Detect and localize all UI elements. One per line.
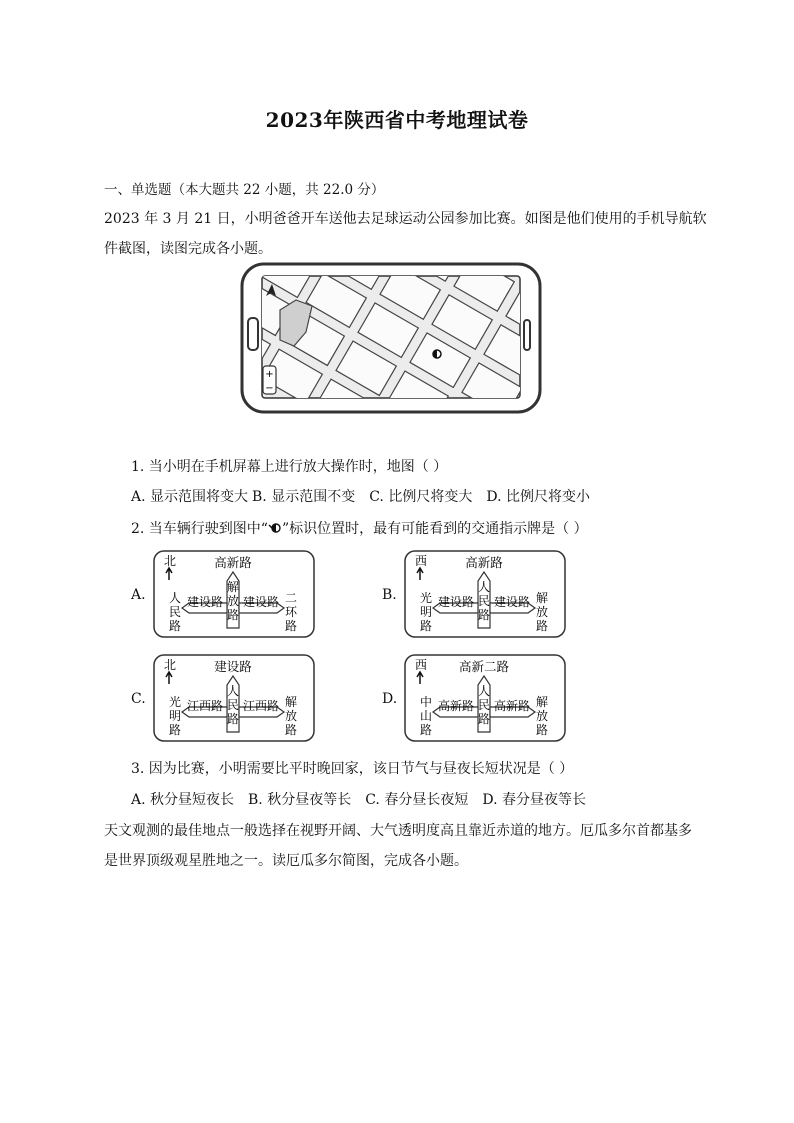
sign-a-direction: 北: [164, 554, 177, 568]
q3-option-c[interactable]: C. 春分昼长夜短: [365, 792, 469, 808]
sign-a-top-road: 高新路: [214, 555, 252, 570]
phone-side-button-left: [248, 318, 258, 350]
car-location-icon: [433, 350, 441, 358]
sign-c-far-right-char-2: 放: [284, 709, 298, 723]
sign-b-far-left-char-3: 路: [419, 619, 433, 633]
question-2-stem: [131, 518, 588, 538]
question-3-options: [131, 789, 600, 809]
sign-c-direction: 北: [164, 658, 177, 672]
q3-option-d[interactable]: D. 春分昼夜等长: [482, 792, 586, 808]
sign-b-direction: 西: [415, 554, 428, 568]
sign-d-far-right-char-2: 放: [535, 709, 549, 723]
sign-a-far-right-char-2: 环: [284, 605, 298, 619]
sign-c-far-left-char-3: 路: [168, 723, 182, 737]
sign-d-letter[interactable]: D.: [382, 691, 398, 707]
car-marker-icon: [268, 522, 282, 534]
sign-d-left-road: 高新路: [437, 699, 475, 713]
sign-b-letter[interactable]: B.: [382, 587, 397, 603]
sign-d-right-road: 高新路: [493, 699, 531, 713]
phone-map-figure: [240, 262, 542, 414]
sign-b-far-left-char-2: 明: [419, 605, 433, 619]
sign-c-top-road: 建设路: [214, 659, 252, 674]
sign-d-far-left-char-1: 中: [419, 695, 433, 709]
passage-1-line-1: 2023 年 3 月 21 日，小明爸爸开车送他去足球运动公园参加比赛。如图是他们使用的手机导航软: [104, 211, 707, 227]
sign-c-far-right-char-3: 路: [284, 723, 298, 737]
sign-a-letter[interactable]: A.: [131, 587, 146, 603]
sign-a-far-left-char-2: 民: [168, 605, 182, 619]
q1-option-a[interactable]: A. 显示范围将变大: [131, 489, 249, 505]
sign-b-far-right-char-2: 放: [535, 605, 549, 619]
q2-stem-pre: 2. 当车辆行驶到图中“: [131, 521, 268, 537]
sign-c-left-road: 江西路: [186, 699, 224, 713]
sign-d-far-left-char-2: 山: [419, 709, 433, 723]
section-heading: 一、单选题（本大题共 22 小题，共 22.0 分）: [104, 182, 385, 198]
sign-d[interactable]: [404, 654, 566, 742]
sign-a-vertical-char-3: 路: [226, 608, 240, 622]
sign-c-letter[interactable]: C.: [131, 691, 146, 707]
sign-c[interactable]: [153, 654, 315, 742]
sign-c-vertical-char-2: 民: [226, 698, 240, 712]
sign-b-vertical-char-2: 民: [477, 594, 491, 608]
sign-b-far-right-char-3: 路: [535, 619, 549, 633]
sign-c-far-right-char-1: 解: [284, 695, 298, 709]
sign-b-right-road: 建设路: [493, 595, 531, 609]
q1-option-b[interactable]: B. 显示范围不变: [252, 489, 356, 505]
sign-a-left-road: 建设路: [186, 595, 224, 609]
page-title: 2023年陕西省中考地理试卷: [265, 108, 529, 132]
sign-a-vertical-char-2: 放: [226, 594, 240, 608]
sign-c-far-left-char-2: 明: [168, 709, 182, 723]
sign-d-vertical-char-1: 人: [477, 684, 491, 698]
sign-d-top-road: 高新二路: [458, 659, 510, 674]
phone-side-button-right: [524, 320, 530, 350]
sign-b-left-road: 建设路: [437, 595, 475, 609]
question-1-stem: 1. 当小明在手机屏幕上进行放大操作时，地图（ ）: [131, 459, 448, 475]
sign-c-far-left-char-1: 光: [168, 695, 182, 709]
sign-a-vertical-char-1: 解: [226, 580, 240, 594]
sign-b-top-road: 高新路: [465, 555, 503, 570]
sign-b-vertical-char-1: 人: [477, 580, 491, 594]
sign-d-far-right-char-1: 解: [535, 695, 549, 709]
q1-option-d[interactable]: D. 比例尺将变小: [486, 489, 590, 505]
sign-c-vertical-char-3: 路: [226, 712, 240, 726]
sign-a-far-left-char-1: 人: [168, 591, 182, 605]
question-1-options: [131, 486, 594, 506]
q1-option-c[interactable]: C. 比例尺将变大: [369, 489, 473, 505]
sign-d-far-right-char-3: 路: [535, 723, 549, 737]
q3-option-b[interactable]: B. 秋分昼夜等长: [248, 792, 352, 808]
sign-d-direction: 西: [415, 658, 428, 672]
passage-2-line-1: 天文观测的最佳地点一般选择在视野开阔、大气透明度高且靠近赤道的地方。厄瓜多尔首都基多: [104, 823, 692, 839]
sign-a-far-right-char-3: 路: [284, 619, 298, 633]
sign-a-far-left-char-3: 路: [168, 619, 182, 633]
sign-b-far-left-char-1: 光: [419, 591, 433, 605]
zoom-in-icon[interactable]: +: [265, 369, 274, 380]
sign-c-vertical-char-1: 人: [226, 684, 240, 698]
sign-a[interactable]: [153, 550, 315, 638]
sign-b-vertical-char-3: 路: [477, 608, 491, 622]
sign-b[interactable]: [404, 550, 566, 638]
sign-a-far-right-char-1: 二: [284, 591, 298, 605]
q2-stem-post: ”标识位置时，最有可能看到的交通指示牌是（ ）: [281, 521, 588, 537]
sign-d-vertical-char-2: 民: [477, 698, 491, 712]
sign-a-right-road: 建设路: [242, 595, 280, 609]
sign-d-vertical-char-3: 路: [477, 712, 491, 726]
passage-2-line-2: 是世界顶级观星胜地之一。读厄瓜多尔简图，完成各小题。: [104, 853, 468, 869]
question-3-stem: 3. 因为比赛，小明需要比平时晚回家，该日节气与昼夜长短状况是（ ）: [131, 761, 574, 777]
sign-c-right-road: 江西路: [242, 699, 280, 713]
sign-d-far-left-char-3: 路: [419, 723, 433, 737]
sign-b-far-right-char-1: 解: [535, 591, 549, 605]
passage-1-line-2: 件截图，读图完成各小题。: [104, 241, 272, 257]
zoom-out-icon[interactable]: −: [265, 383, 274, 394]
q3-option-a[interactable]: A. 秋分昼短夜长: [131, 792, 235, 808]
